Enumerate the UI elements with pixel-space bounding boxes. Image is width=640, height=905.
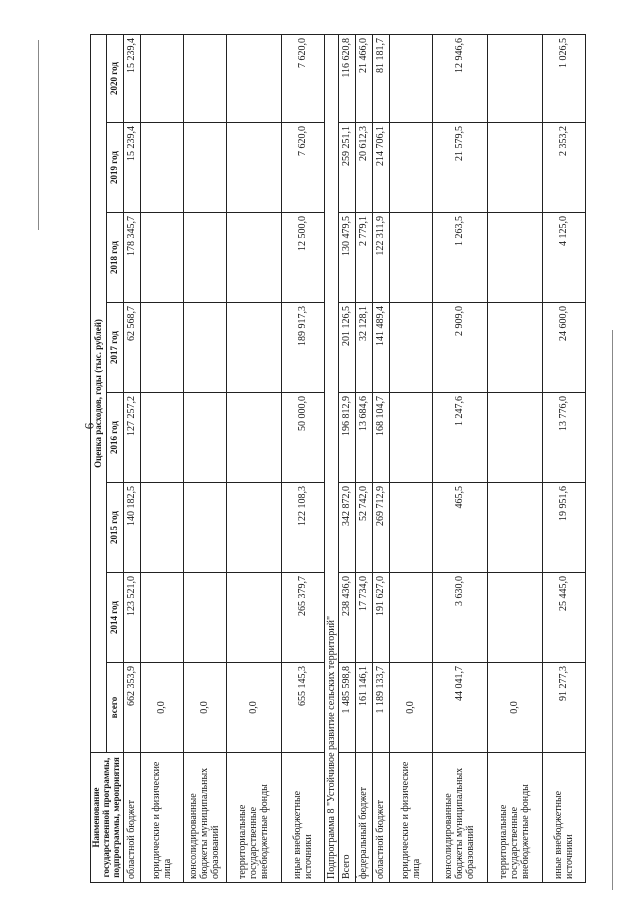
year-header: 2020 год (107, 34, 123, 122)
year-value-cell (140, 393, 183, 483)
year-value-cell: 465,5 (432, 483, 487, 573)
year-value-cell: 1 247,6 (432, 393, 487, 483)
year-value-cell: 12 946,6 (432, 34, 487, 122)
row-label: консолидированные бюджеты муниципальных образований (432, 753, 487, 883)
year-header: 2018 год (107, 213, 123, 303)
year-value-cell (140, 573, 183, 663)
year-value-cell: 123 521,0 (123, 573, 140, 663)
year-header: 2014 год (107, 573, 123, 663)
year-value-cell (487, 303, 542, 393)
year-value-cell: 32 128,1 (355, 303, 372, 393)
year-value-cell: 122 108,3 (281, 483, 324, 573)
year-value-cell (140, 213, 183, 303)
scan-edge-line (38, 40, 39, 230)
year-value-cell: 201 126,5 (338, 303, 355, 393)
year-value-cell (183, 123, 226, 213)
year-value-cell (140, 34, 183, 122)
year-value-cell: 2 909,0 (432, 303, 487, 393)
total-cell: 0,0 (140, 663, 183, 753)
table-row (281, 34, 324, 882)
row-label: областной бюджет (123, 753, 140, 883)
year-value-cell: 259 251,1 (338, 123, 355, 213)
year-value-cell: 25 445,0 (542, 573, 585, 663)
year-value-cell (389, 483, 432, 573)
year-value-cell: 116 620,8 (338, 34, 355, 122)
year-value-cell: 7 620,0 (281, 34, 324, 122)
year-value-cell: 191 627,0 (372, 573, 389, 663)
year-value-cell (226, 213, 281, 303)
year-value-cell: 342 872,0 (338, 483, 355, 573)
year-value-cell (487, 393, 542, 483)
year-value-cell: 265 379,7 (281, 573, 324, 663)
year-value-cell: 19 951,6 (542, 483, 585, 573)
year-value-cell (389, 573, 432, 663)
year-value-cell: 269 712,9 (372, 483, 389, 573)
year-value-cell: 178 345,7 (123, 213, 140, 303)
year-value-cell: 3 630,0 (432, 573, 487, 663)
year-value-cell: 81 181,7 (372, 34, 389, 122)
year-value-cell (140, 483, 183, 573)
year-value-cell (140, 303, 183, 393)
year-value-cell: 127 257,2 (123, 393, 140, 483)
total-cell: 0,0 (389, 663, 432, 753)
year-value-cell: 62 568,7 (123, 303, 140, 393)
year-value-cell (183, 213, 226, 303)
year-value-cell: 189 917,3 (281, 303, 324, 393)
year-value-cell (226, 34, 281, 122)
row-label: Всего (338, 753, 355, 883)
row-label: юридические и физические лица (389, 753, 432, 883)
year-value-cell (389, 393, 432, 483)
year-value-cell (183, 573, 226, 663)
total-cell: 161 146,1 (355, 663, 372, 753)
section-title: Подпрограмма 8 "Устойчивое развитие сельских территорий" (324, 34, 338, 882)
row-label: юридические и физические лица (140, 753, 183, 883)
year-value-cell: 21 466,0 (355, 34, 372, 122)
year-header: 2015 год (107, 483, 123, 573)
year-value-cell (183, 303, 226, 393)
year-value-cell: 13 776,0 (542, 393, 585, 483)
row-label: территориальные государственные внебюджетные фонды (487, 753, 542, 883)
row-label: областной бюджет (372, 753, 389, 883)
total-cell: 0,0 (487, 663, 542, 753)
year-value-cell: 50 000,0 (281, 393, 324, 483)
table-row (123, 34, 140, 882)
year-value-cell: 4 125,0 (542, 213, 585, 303)
year-value-cell (389, 303, 432, 393)
budget-table-rotated (90, 34, 586, 883)
year-value-cell (389, 34, 432, 122)
year-value-cell (183, 393, 226, 483)
page-number: 6 (81, 422, 97, 430)
year-value-cell: 2 353,2 (542, 123, 585, 213)
total-cell: 0,0 (226, 663, 281, 753)
estimate-header: Оценка расходов, годы (тыс. рублей) (91, 34, 107, 752)
name-column-header: Наименование государственной программы, подпрограммы, мероприятия (91, 753, 124, 883)
table-row (226, 34, 281, 882)
year-value-cell (389, 213, 432, 303)
table-row (487, 34, 542, 882)
year-value-cell (183, 483, 226, 573)
year-value-cell (226, 573, 281, 663)
year-value-cell: 238 436,0 (338, 573, 355, 663)
year-value-cell: 1 263,5 (432, 213, 487, 303)
year-value-cell: 15 239,4 (123, 34, 140, 122)
total-cell: 1 485 598,8 (338, 663, 355, 753)
year-value-cell (487, 213, 542, 303)
year-value-cell: 15 239,4 (123, 123, 140, 213)
row-label: федеральный бюджет (355, 753, 372, 883)
year-value-cell: 7 620,0 (281, 123, 324, 213)
year-value-cell: 122 311,9 (372, 213, 389, 303)
year-value-cell: 13 684,6 (355, 393, 372, 483)
table-row (338, 34, 355, 882)
year-value-cell: 17 734,0 (355, 573, 372, 663)
total-cell: 91 277,3 (542, 663, 585, 753)
year-header: всего (107, 663, 123, 753)
year-value-cell (487, 483, 542, 573)
year-value-cell (226, 123, 281, 213)
year-value-cell: 141 489,4 (372, 303, 389, 393)
table-row (542, 34, 585, 882)
year-value-cell: 140 182,5 (123, 483, 140, 573)
year-value-cell: 24 600,0 (542, 303, 585, 393)
total-cell: 1 189 133,7 (372, 663, 389, 753)
total-cell: 655 145,3 (281, 663, 324, 753)
table-row (432, 34, 487, 882)
year-value-cell: 21 579,5 (432, 123, 487, 213)
year-header: 2017 год (107, 303, 123, 393)
table-row (183, 34, 226, 882)
year-value-cell (226, 483, 281, 573)
year-value-cell (487, 123, 542, 213)
year-value-cell (487, 34, 542, 122)
year-value-cell: 2 779,1 (355, 213, 372, 303)
year-value-cell: 214 706,1 (372, 123, 389, 213)
year-header: 2019 год (107, 123, 123, 213)
year-value-cell (140, 123, 183, 213)
table-row (355, 34, 372, 882)
year-value-cell: 52 742,0 (355, 483, 372, 573)
row-label: консолидированные бюджеты муниципальных образований (183, 753, 226, 883)
row-label: иные внебюджетные источники (542, 753, 585, 883)
year-header: 2016 год (107, 393, 123, 483)
year-value-cell (183, 34, 226, 122)
row-label: территориальные государственные внебюджетные фонды (226, 753, 281, 883)
table-row (140, 34, 183, 882)
section-row (324, 34, 338, 882)
total-cell: 44 041,7 (432, 663, 487, 753)
year-value-cell: 130 479,5 (338, 213, 355, 303)
row-label: иные внебюджетные источники (281, 753, 324, 883)
table-row (389, 34, 432, 882)
year-value-cell: 20 612,3 (355, 123, 372, 213)
table-row (372, 34, 389, 882)
year-value-cell (226, 303, 281, 393)
year-value-cell: 12 500,0 (281, 213, 324, 303)
year-value-cell (487, 573, 542, 663)
total-cell: 0,0 (183, 663, 226, 753)
total-cell: 662 353,9 (123, 663, 140, 753)
year-value-cell: 196 812,9 (338, 393, 355, 483)
year-value-cell: 168 104,7 (372, 393, 389, 483)
budget-table (90, 34, 586, 883)
year-value-cell: 1 026,5 (542, 34, 585, 122)
year-value-cell (389, 123, 432, 213)
scan-edge-line (612, 330, 613, 890)
year-value-cell (226, 393, 281, 483)
